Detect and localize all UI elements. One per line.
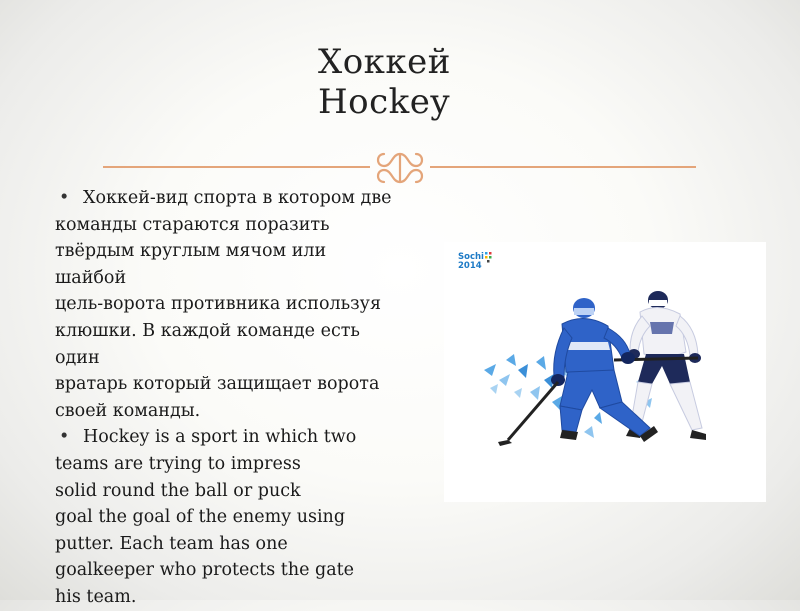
body-text: goalkeeper who protects the gate (55, 560, 355, 581)
body-text-line (55, 345, 440, 372)
body-text-line (55, 398, 440, 425)
bullet-icon: • (59, 427, 70, 448)
body-text-line (55, 531, 440, 558)
divider-rule-left (103, 166, 370, 168)
svg-text:2014: 2014 (458, 261, 482, 271)
body-text: Hockey is a sport in which two (83, 427, 357, 448)
body-text: цель-ворота противника используя (55, 294, 382, 315)
body-text: команды стараются поразить (55, 214, 330, 235)
svg-text:Sochi: Sochi (458, 252, 484, 262)
divider-rule-right (430, 166, 696, 168)
title-divider (0, 148, 800, 188)
body-text: Хоккей-вид спорта в котором две (83, 188, 392, 208)
sochi-logo-icon (458, 252, 492, 271)
body-text: solid round the ball or puck (55, 480, 301, 501)
english-paragraph (55, 424, 440, 610)
body-text-line (55, 212, 440, 239)
body-text-line (55, 584, 440, 611)
body-text-line (55, 291, 440, 318)
body-text-line (55, 478, 440, 505)
title-english: Hockey (318, 82, 451, 122)
body-text-line (55, 424, 440, 451)
body-text: his team. (55, 586, 137, 607)
body-text: клюшки. В каждой команде есть (55, 320, 360, 341)
body-text: своей команды. (55, 400, 201, 421)
body-text-line (55, 185, 440, 212)
slide-body (55, 185, 440, 611)
body-text-line (55, 504, 440, 531)
slide-title (318, 42, 451, 122)
title-russian: Хоккей (318, 42, 451, 82)
bullet-icon: • (59, 188, 70, 208)
body-text-line (55, 371, 440, 398)
russian-paragraph (55, 185, 440, 424)
body-text: шайбой (55, 267, 127, 288)
body-text: putter. Each team has one (55, 533, 288, 554)
body-text: teams are trying to impress (55, 453, 301, 474)
body-text: вратарь который защищает ворота (55, 374, 380, 395)
hockey-photo (444, 242, 766, 502)
body-text-line (55, 265, 440, 292)
body-text-line (55, 451, 440, 478)
body-text: твёрдым круглым мячом или (55, 241, 327, 262)
flourish-icon (374, 148, 426, 188)
body-text-line (55, 238, 440, 265)
body-text: один (55, 347, 100, 368)
body-text-line (55, 557, 440, 584)
body-text-line (55, 318, 440, 345)
body-text: goal the goal of the enemy using (55, 507, 346, 528)
